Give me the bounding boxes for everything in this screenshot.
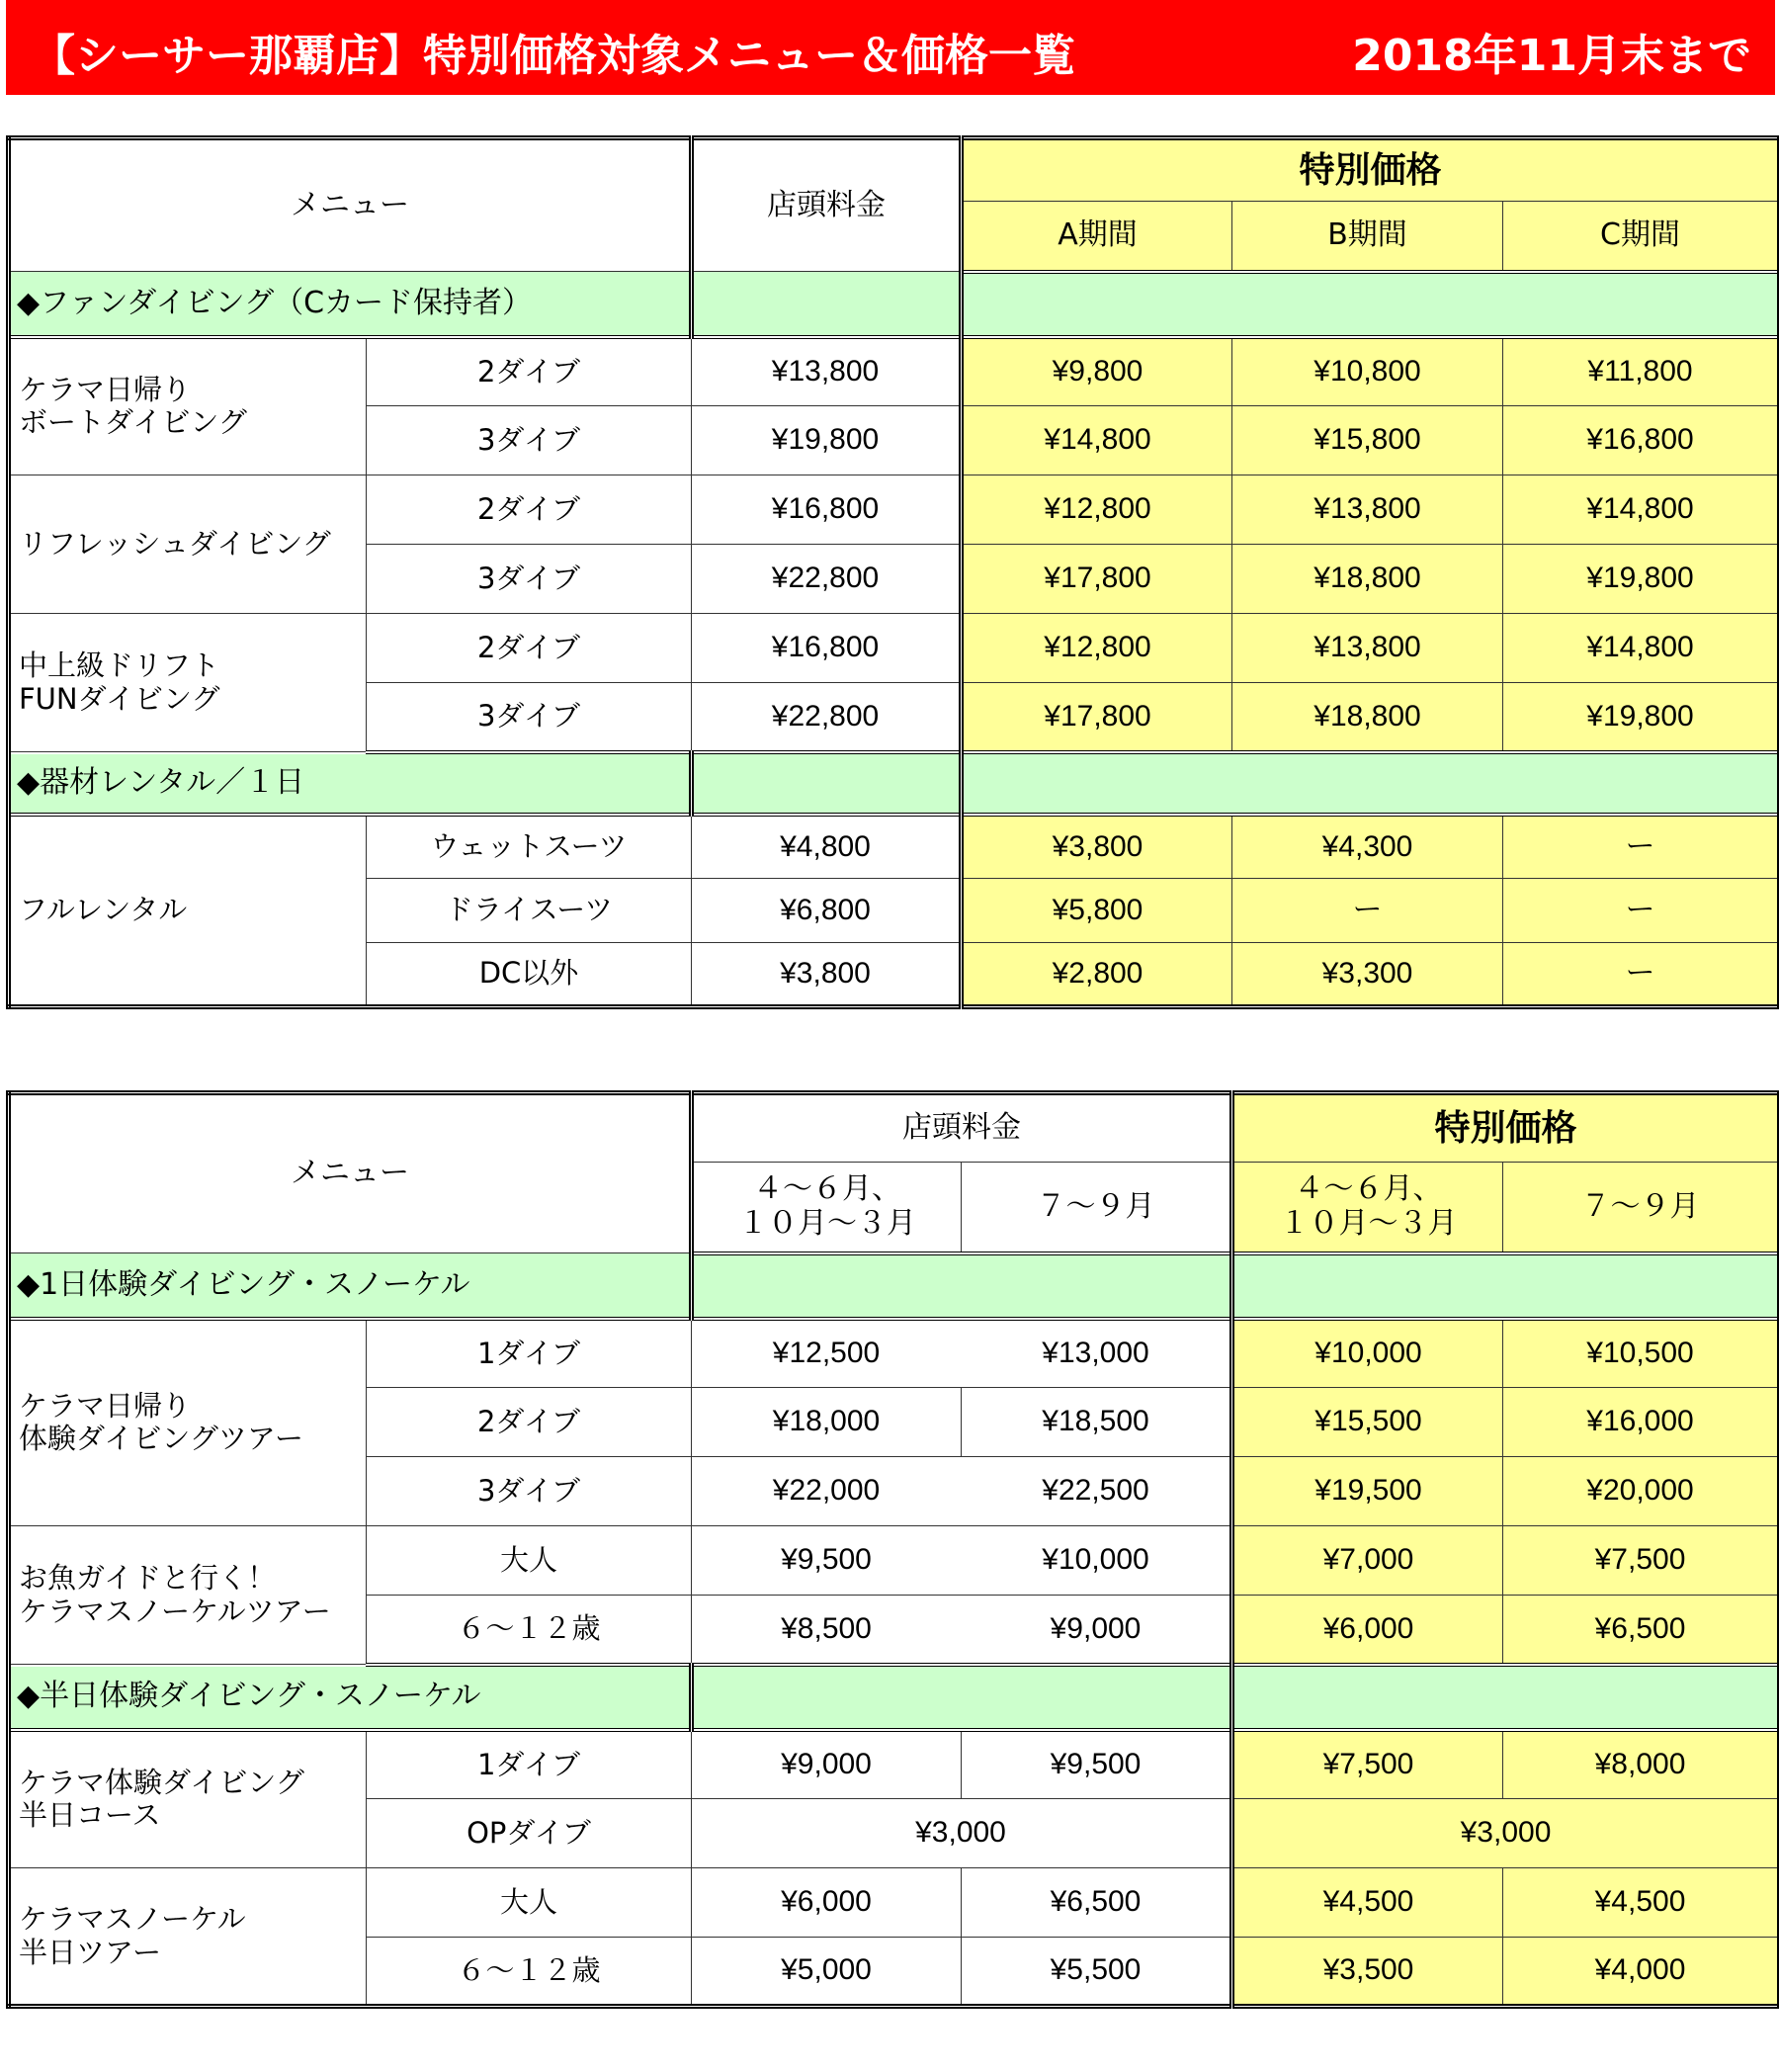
store-price-season1: ¥9,000 [692,1730,962,1799]
price-a: ¥12,800 [962,475,1232,545]
header-store-season2: ７～９月 [962,1163,1232,1253]
store-price-season2: ¥5,500 [962,1938,1232,2007]
item-label: 3ダイブ [367,683,692,752]
price-a: ¥3,800 [962,815,1232,879]
section-row-day [9,1253,1779,1319]
menu-name-kerama-experience: ケラマ日帰り 体験ダイビングツアー [9,1319,367,1526]
price-c: ー [1503,879,1779,943]
item-label: OPダイブ [367,1799,692,1868]
item-label: 3ダイブ [367,406,692,475]
header-period-c: C期間 [1503,202,1779,272]
section-fill [692,1253,1232,1319]
section-fill [962,752,1779,815]
special-price-season1: ¥7,500 [1232,1730,1503,1799]
table-row [9,1868,1779,1938]
title-banner [6,0,1775,95]
price-b: ¥18,800 [1232,683,1503,752]
table1-grid [6,135,1779,1009]
price-c: ー [1503,943,1779,1007]
price-b: ー [1232,879,1503,943]
section-label-half-day: ◆半日体験ダイビング・スノーケル [9,1665,692,1730]
price-a: ¥5,800 [962,879,1232,943]
store-price-season1: ¥9,500 [692,1526,962,1596]
special-price-season2: ¥10,500 [1503,1319,1779,1388]
special-price-season2: ¥8,000 [1503,1730,1779,1799]
special-price-season2: ¥7,500 [1503,1526,1779,1596]
menu-name-drift: 中上級ドリフト FUNダイビング [9,614,367,752]
table-row [9,1319,1779,1388]
table1-header-row [9,138,1779,202]
store-price: ¥19,800 [692,406,962,475]
item-label: 2ダイブ [367,475,692,545]
table2-grid [6,1090,1779,2009]
store-price-season1: ¥8,500 [692,1596,962,1665]
header-special-season2: ７～９月 [1503,1163,1779,1253]
price-c: ¥16,800 [1503,406,1779,475]
item-label: 2ダイブ [367,614,692,683]
price-c: ¥19,800 [1503,545,1779,614]
store-price-season1: ¥22,000 [692,1457,962,1526]
header-special-price: 特別価格 [962,138,1779,202]
special-price-season1: ¥3,500 [1232,1938,1503,2007]
store-price-season2: ¥10,000 [962,1526,1232,1596]
banner-deadline: 2018年11月末まで [1352,31,1751,81]
special-price-season2: ¥4,500 [1503,1868,1779,1938]
store-price: ¥16,800 [692,475,962,545]
table-row [9,614,1779,683]
price-b: ¥4,300 [1232,815,1503,879]
special-price-season2: ¥4,000 [1503,1938,1779,2007]
section-label-day: ◆1日体験ダイビング・スノーケル [9,1253,692,1319]
header-menu: メニュー [9,138,692,272]
special-price-season2: ¥6,500 [1503,1596,1779,1665]
table-row [9,1730,1779,1799]
header-period-b: B期間 [1232,202,1503,272]
special-price-season1: ¥6,000 [1232,1596,1503,1665]
section-fill [692,752,962,815]
item-label: 1ダイブ [367,1730,692,1799]
store-price-season1: ¥5,000 [692,1938,962,2007]
header-special-season1: ４～６月、 １０月～３月 [1232,1163,1503,1253]
table2-header-row [9,1093,1779,1163]
price-c: ¥19,800 [1503,683,1779,752]
menu-name-half-day-course: ケラマ体験ダイビング 半日コース [9,1730,367,1868]
item-label: DC以外 [367,943,692,1007]
header-special-price: 特別価格 [1232,1093,1779,1163]
section-fill [1232,1665,1779,1730]
price-b: ¥18,800 [1232,545,1503,614]
table-row [9,815,1779,879]
item-label: ６～１２歳 [367,1596,692,1665]
table-row [9,475,1779,545]
store-price-season2: ¥13,000 [962,1319,1232,1388]
special-price-season2: ¥20,000 [1503,1457,1779,1526]
price-c: ¥14,800 [1503,475,1779,545]
store-price: ¥4,800 [692,815,962,879]
price-b: ¥13,800 [1232,475,1503,545]
special-price-season1: ¥19,500 [1232,1457,1503,1526]
price-a: ¥2,800 [962,943,1232,1007]
store-price-merged: ¥3,000 [692,1799,1232,1868]
store-price: ¥22,800 [692,683,962,752]
store-price-season2: ¥22,500 [962,1457,1232,1526]
header-store-price: 店頭料金 [692,1093,1232,1163]
menu-name-refresh: リフレッシュダイビング [9,475,367,614]
table-row [9,1526,1779,1596]
header-store-season1: ４～６月、 １０月～３月 [692,1163,962,1253]
fun-diving-price-table [6,135,1777,1009]
item-label: ドライスーツ [367,879,692,943]
item-label: ６～１２歳 [367,1938,692,2007]
price-a: ¥12,800 [962,614,1232,683]
experience-price-table [6,1090,1777,2009]
price-a: ¥9,800 [962,337,1232,406]
special-price-season1: ¥4,500 [1232,1868,1503,1938]
store-price: ¥6,800 [692,879,962,943]
menu-name-half-day-snorkel: ケラマスノーケル 半日ツアー [9,1868,367,2007]
store-price-season1: ¥12,500 [692,1319,962,1388]
item-label: 2ダイブ [367,1388,692,1457]
table-row [9,337,1779,406]
banner-title: 【シーサー那覇店】特別価格対象メニュー＆価格一覧 [32,31,1075,81]
store-price-season2: ¥9,000 [962,1596,1232,1665]
price-a: ¥17,800 [962,683,1232,752]
price-a: ¥14,800 [962,406,1232,475]
item-label: 2ダイブ [367,337,692,406]
item-label: 1ダイブ [367,1319,692,1388]
menu-name-snorkel-tour: お魚ガイドと行く！ ケラマスノーケルツアー [9,1526,367,1665]
store-price: ¥16,800 [692,614,962,683]
price-c: ¥14,800 [1503,614,1779,683]
price-b: ¥3,300 [1232,943,1503,1007]
item-label: ウェットスーツ [367,815,692,879]
item-label: 3ダイブ [367,1457,692,1526]
section-fill [692,272,962,337]
section-row-fun-diving [9,272,1779,337]
section-fill [962,272,1779,337]
price-c: ー [1503,815,1779,879]
price-a: ¥17,800 [962,545,1232,614]
section-label-fun-diving: ◆ファンダイビング（Cカード保持者） [9,272,692,337]
item-label: 大人 [367,1868,692,1938]
section-row-rental [9,752,1779,815]
special-price-season2: ¥16,000 [1503,1388,1779,1457]
header-period-a: A期間 [962,202,1232,272]
store-price: ¥13,800 [692,337,962,406]
price-c: ¥11,800 [1503,337,1779,406]
price-b: ¥13,800 [1232,614,1503,683]
store-price-season2: ¥18,500 [962,1388,1232,1457]
special-price-season1: ¥15,500 [1232,1388,1503,1457]
header-menu: メニュー [9,1093,692,1253]
store-price-season2: ¥6,500 [962,1868,1232,1938]
header-store-price: 店頭料金 [692,138,962,272]
section-fill [1232,1253,1779,1319]
store-price-season1: ¥18,000 [692,1388,962,1457]
section-row-half-day [9,1665,1779,1730]
special-price-season1: ¥7,000 [1232,1526,1503,1596]
store-price-season1: ¥6,000 [692,1868,962,1938]
store-price: ¥3,800 [692,943,962,1007]
special-price-season1: ¥10,000 [1232,1319,1503,1388]
item-label: 3ダイブ [367,545,692,614]
item-label: 大人 [367,1526,692,1596]
menu-name-full-rental: フルレンタル [9,815,367,1007]
store-price-season2: ¥9,500 [962,1730,1232,1799]
section-fill [692,1665,1232,1730]
price-b: ¥10,800 [1232,337,1503,406]
price-b: ¥15,800 [1232,406,1503,475]
section-label-rental: ◆器材レンタル／１日 [9,752,692,815]
menu-name-kerama-boat: ケラマ日帰り ボートダイビング [9,337,367,475]
store-price: ¥22,800 [692,545,962,614]
special-price-merged: ¥3,000 [1232,1799,1779,1868]
